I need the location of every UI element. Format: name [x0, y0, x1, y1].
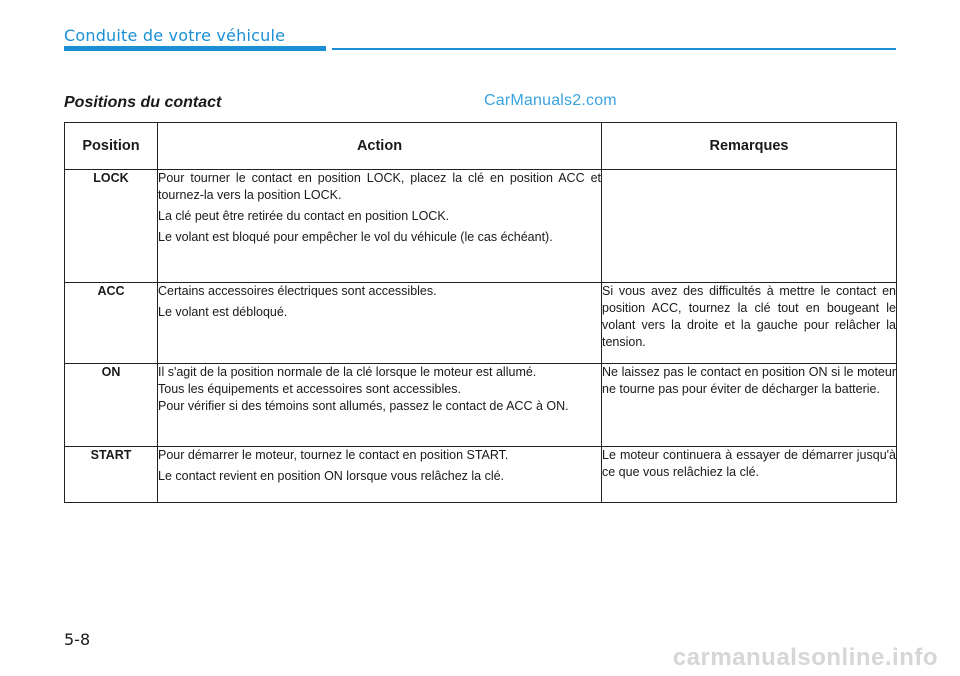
table-row: [65, 170, 897, 283]
watermark-text: carmanualsonline.info: [672, 644, 938, 671]
position-cell: ON: [65, 364, 158, 447]
action-text: Le volant est débloqué.: [158, 305, 288, 319]
action-text: Tous les équipements et accessoires sont accessibles.: [158, 382, 461, 396]
table-row: [65, 364, 897, 447]
header-rule: [332, 48, 896, 50]
action-cell: [158, 170, 602, 283]
section-title: Positions du contact: [64, 94, 222, 111]
remark-cell: [602, 283, 897, 364]
remark-text: Ne laissez pas le contact en position ON si le moteur ne tourne pas pour éviter de décharger la batterie.: [602, 365, 896, 396]
action-text: Pour vérifier si des témoins sont allumés, passez le contact de ACC à ON.: [158, 399, 569, 413]
position-cell: ACC: [65, 283, 158, 364]
action-cell: [158, 364, 602, 447]
remark-cell: [602, 170, 897, 283]
chapter-title: Conduite de votre véhicule: [64, 26, 286, 45]
action-cell: [158, 447, 602, 503]
action-text: Le volant est bloqué pour empêcher le vol du véhicule (le cas échéant).: [158, 230, 553, 244]
ignition-positions-table: [64, 122, 897, 503]
action-text: Pour tourner le contact en position LOCK, placez la clé en position ACC et tournez-la vers la position LOCK.: [158, 171, 601, 202]
position-cell: START: [65, 447, 158, 503]
remark-text: Si vous avez des difficultés à mettre le contact en position ACC, tournez la clé tout en bougeant le volant vers la droite et la gauche pour relâcher la tension.: [602, 284, 896, 349]
position-cell: LOCK: [65, 170, 158, 283]
table-header-row: [65, 123, 897, 170]
action-text: Certains accessoires électriques sont accessibles.: [158, 284, 437, 298]
column-header-action: Action: [158, 123, 602, 170]
watermark-link[interactable]: CarManuals2.com: [484, 92, 617, 109]
remark-text: Le moteur continuera à essayer de démarrer jusqu'à ce que vous relâchiez la clé.: [602, 448, 896, 479]
action-text: La clé peut être retirée du contact en position LOCK.: [158, 209, 450, 223]
action-text: Le contact revient en position ON lorsque vous relâchez la clé.: [158, 469, 505, 483]
remark-cell: [602, 364, 897, 447]
action-text: Il s'agit de la position normale de la clé lorsque le moteur est allumé.: [158, 365, 537, 379]
table-row: [65, 283, 897, 364]
header-accent-bar: [64, 46, 326, 51]
action-text: Pour démarrer le moteur, tournez le contact en position START.: [158, 448, 509, 462]
column-header-remarks: Remarques: [602, 123, 897, 170]
remark-cell: [602, 447, 897, 503]
action-cell: [158, 283, 602, 364]
table-row: [65, 447, 897, 503]
column-header-position: Position: [65, 123, 158, 170]
page-number: 5-8: [64, 630, 91, 649]
